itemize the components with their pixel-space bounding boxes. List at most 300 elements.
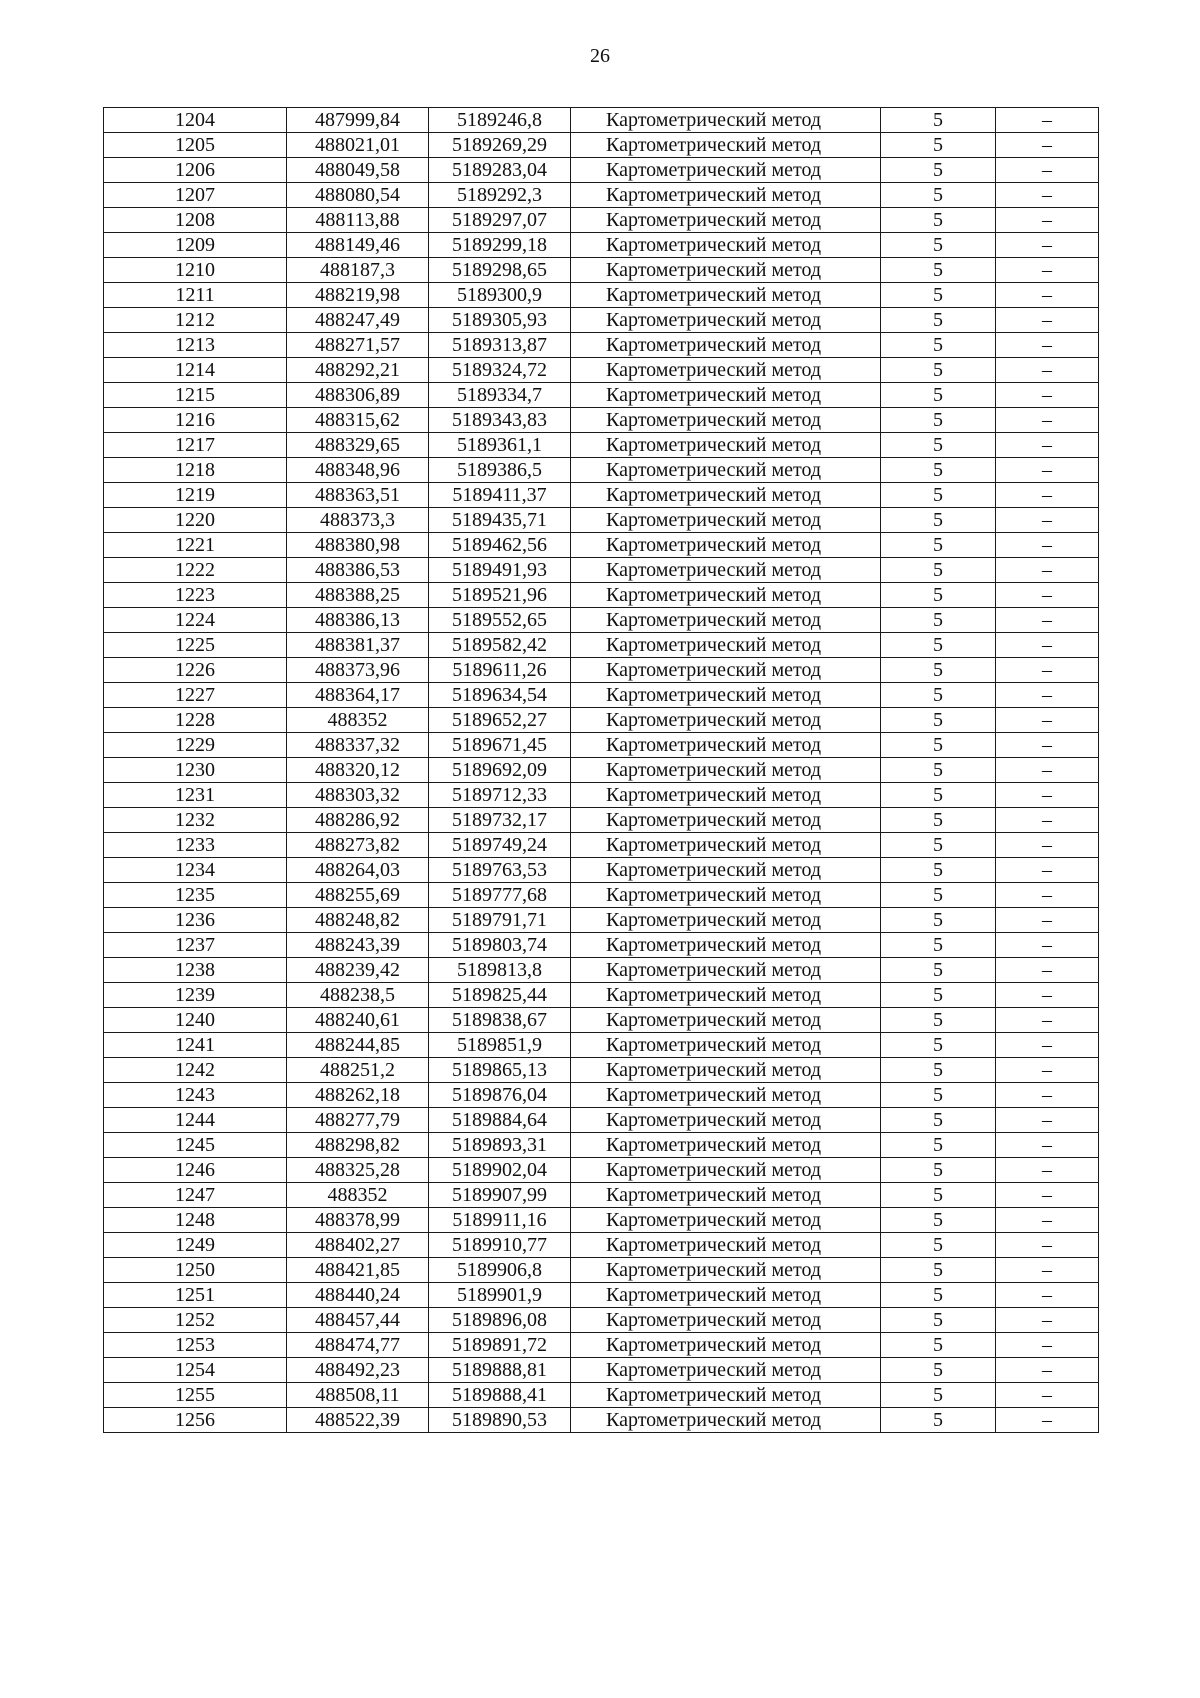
note-cell: – bbox=[996, 1383, 1099, 1408]
table-row bbox=[104, 308, 1099, 333]
point-number-cell: 1234 bbox=[104, 858, 287, 883]
table-row bbox=[104, 708, 1099, 733]
table-row bbox=[104, 1008, 1099, 1033]
point-number-cell: 1249 bbox=[104, 1233, 287, 1258]
y-coordinate-cell: 5189552,65 bbox=[429, 608, 571, 633]
y-coordinate-cell: 5189732,17 bbox=[429, 808, 571, 833]
y-coordinate-cell: 5189300,9 bbox=[429, 283, 571, 308]
table-row bbox=[104, 933, 1099, 958]
x-coordinate-cell: 488248,82 bbox=[287, 908, 429, 933]
note-cell: – bbox=[996, 683, 1099, 708]
table-row bbox=[104, 1058, 1099, 1083]
accuracy-cell: 5 bbox=[881, 158, 996, 183]
coordinates-table bbox=[103, 107, 1099, 1433]
method-cell: Картометрический метод bbox=[571, 1158, 881, 1183]
note-cell: – bbox=[996, 383, 1099, 408]
y-coordinate-cell: 5189246,8 bbox=[429, 108, 571, 133]
point-number-cell: 1210 bbox=[104, 258, 287, 283]
note-cell: – bbox=[996, 883, 1099, 908]
table-row bbox=[104, 133, 1099, 158]
note-cell: – bbox=[996, 483, 1099, 508]
accuracy-cell: 5 bbox=[881, 458, 996, 483]
point-number-cell: 1230 bbox=[104, 758, 287, 783]
point-number-cell: 1246 bbox=[104, 1158, 287, 1183]
table-row bbox=[104, 558, 1099, 583]
point-number-cell: 1211 bbox=[104, 283, 287, 308]
point-number-cell: 1215 bbox=[104, 383, 287, 408]
method-cell: Картометрический метод bbox=[571, 483, 881, 508]
point-number-cell: 1219 bbox=[104, 483, 287, 508]
table-row bbox=[104, 883, 1099, 908]
y-coordinate-cell: 5189283,04 bbox=[429, 158, 571, 183]
point-number-cell: 1233 bbox=[104, 833, 287, 858]
x-coordinate-cell: 488247,49 bbox=[287, 308, 429, 333]
accuracy-cell: 5 bbox=[881, 283, 996, 308]
note-cell: – bbox=[996, 183, 1099, 208]
table-row bbox=[104, 1208, 1099, 1233]
method-cell: Картометрический метод bbox=[571, 1333, 881, 1358]
point-number-cell: 1252 bbox=[104, 1308, 287, 1333]
method-cell: Картометрический метод bbox=[571, 183, 881, 208]
note-cell: – bbox=[996, 433, 1099, 458]
y-coordinate-cell: 5189386,5 bbox=[429, 458, 571, 483]
y-coordinate-cell: 5189671,45 bbox=[429, 733, 571, 758]
method-cell: Картометрический метод bbox=[571, 833, 881, 858]
accuracy-cell: 5 bbox=[881, 583, 996, 608]
table-row bbox=[104, 283, 1099, 308]
table-row bbox=[104, 1358, 1099, 1383]
accuracy-cell: 5 bbox=[881, 933, 996, 958]
table-row bbox=[104, 833, 1099, 858]
point-number-cell: 1223 bbox=[104, 583, 287, 608]
table-row bbox=[104, 383, 1099, 408]
table-row bbox=[104, 1108, 1099, 1133]
table-row bbox=[104, 758, 1099, 783]
accuracy-cell: 5 bbox=[881, 258, 996, 283]
x-coordinate-cell: 488049,58 bbox=[287, 158, 429, 183]
accuracy-cell: 5 bbox=[881, 483, 996, 508]
x-coordinate-cell: 488080,54 bbox=[287, 183, 429, 208]
x-coordinate-cell: 488292,21 bbox=[287, 358, 429, 383]
y-coordinate-cell: 5189462,56 bbox=[429, 533, 571, 558]
method-cell: Картометрический метод bbox=[571, 408, 881, 433]
method-cell: Картометрический метод bbox=[571, 1408, 881, 1433]
note-cell: – bbox=[996, 308, 1099, 333]
table-row bbox=[104, 783, 1099, 808]
x-coordinate-cell: 488457,44 bbox=[287, 1308, 429, 1333]
method-cell: Картометрический метод bbox=[571, 458, 881, 483]
accuracy-cell: 5 bbox=[881, 508, 996, 533]
table-row bbox=[104, 333, 1099, 358]
accuracy-cell: 5 bbox=[881, 308, 996, 333]
accuracy-cell: 5 bbox=[881, 383, 996, 408]
accuracy-cell: 5 bbox=[881, 1383, 996, 1408]
y-coordinate-cell: 5189343,83 bbox=[429, 408, 571, 433]
method-cell: Картометрический метод bbox=[571, 658, 881, 683]
x-coordinate-cell: 488440,24 bbox=[287, 1283, 429, 1308]
method-cell: Картометрический метод bbox=[571, 358, 881, 383]
x-coordinate-cell: 488251,2 bbox=[287, 1058, 429, 1083]
x-coordinate-cell: 488264,03 bbox=[287, 858, 429, 883]
x-coordinate-cell: 488364,17 bbox=[287, 683, 429, 708]
x-coordinate-cell: 488363,51 bbox=[287, 483, 429, 508]
y-coordinate-cell: 5189838,67 bbox=[429, 1008, 571, 1033]
method-cell: Картометрический метод bbox=[571, 1383, 881, 1408]
x-coordinate-cell: 488373,3 bbox=[287, 508, 429, 533]
note-cell: – bbox=[996, 1008, 1099, 1033]
y-coordinate-cell: 5189888,41 bbox=[429, 1383, 571, 1408]
method-cell: Картометрический метод bbox=[571, 158, 881, 183]
point-number-cell: 1256 bbox=[104, 1408, 287, 1433]
table-row bbox=[104, 483, 1099, 508]
x-coordinate-cell: 488219,98 bbox=[287, 283, 429, 308]
table-row bbox=[104, 1283, 1099, 1308]
note-cell: – bbox=[996, 1108, 1099, 1133]
point-number-cell: 1229 bbox=[104, 733, 287, 758]
y-coordinate-cell: 5189891,72 bbox=[429, 1333, 571, 1358]
note-cell: – bbox=[996, 783, 1099, 808]
point-number-cell: 1237 bbox=[104, 933, 287, 958]
accuracy-cell: 5 bbox=[881, 1258, 996, 1283]
method-cell: Картометрический метод bbox=[571, 708, 881, 733]
point-number-cell: 1227 bbox=[104, 683, 287, 708]
y-coordinate-cell: 5189313,87 bbox=[429, 333, 571, 358]
point-number-cell: 1213 bbox=[104, 333, 287, 358]
method-cell: Картометрический метод bbox=[571, 608, 881, 633]
point-number-cell: 1247 bbox=[104, 1183, 287, 1208]
y-coordinate-cell: 5189884,64 bbox=[429, 1108, 571, 1133]
note-cell: – bbox=[996, 1083, 1099, 1108]
note-cell: – bbox=[996, 1183, 1099, 1208]
table-row bbox=[104, 808, 1099, 833]
method-cell: Картометрический метод bbox=[571, 1233, 881, 1258]
note-cell: – bbox=[996, 1308, 1099, 1333]
table-row bbox=[104, 233, 1099, 258]
method-cell: Картометрический метод bbox=[571, 383, 881, 408]
y-coordinate-cell: 5189910,77 bbox=[429, 1233, 571, 1258]
method-cell: Картометрический метод bbox=[571, 308, 881, 333]
point-number-cell: 1232 bbox=[104, 808, 287, 833]
x-coordinate-cell: 488421,85 bbox=[287, 1258, 429, 1283]
table-row bbox=[104, 208, 1099, 233]
x-coordinate-cell: 488277,79 bbox=[287, 1108, 429, 1133]
y-coordinate-cell: 5189876,04 bbox=[429, 1083, 571, 1108]
table-row bbox=[104, 683, 1099, 708]
point-number-cell: 1221 bbox=[104, 533, 287, 558]
point-number-cell: 1250 bbox=[104, 1258, 287, 1283]
point-number-cell: 1222 bbox=[104, 558, 287, 583]
note-cell: – bbox=[996, 983, 1099, 1008]
table-row bbox=[104, 658, 1099, 683]
x-coordinate-cell: 488348,96 bbox=[287, 458, 429, 483]
note-cell: – bbox=[996, 208, 1099, 233]
table-row bbox=[104, 983, 1099, 1008]
table-row bbox=[104, 733, 1099, 758]
point-number-cell: 1212 bbox=[104, 308, 287, 333]
table-row bbox=[104, 258, 1099, 283]
method-cell: Картометрический метод bbox=[571, 283, 881, 308]
accuracy-cell: 5 bbox=[881, 1408, 996, 1433]
y-coordinate-cell: 5189297,07 bbox=[429, 208, 571, 233]
note-cell: – bbox=[996, 1033, 1099, 1058]
accuracy-cell: 5 bbox=[881, 108, 996, 133]
accuracy-cell: 5 bbox=[881, 183, 996, 208]
table-row bbox=[104, 433, 1099, 458]
x-coordinate-cell: 488262,18 bbox=[287, 1083, 429, 1108]
accuracy-cell: 5 bbox=[881, 858, 996, 883]
x-coordinate-cell: 488238,5 bbox=[287, 983, 429, 1008]
coordinates-table-body bbox=[104, 108, 1099, 1433]
y-coordinate-cell: 5189865,13 bbox=[429, 1058, 571, 1083]
accuracy-cell: 5 bbox=[881, 983, 996, 1008]
accuracy-cell: 5 bbox=[881, 1283, 996, 1308]
y-coordinate-cell: 5189901,9 bbox=[429, 1283, 571, 1308]
point-number-cell: 1218 bbox=[104, 458, 287, 483]
x-coordinate-cell: 488381,37 bbox=[287, 633, 429, 658]
table-row bbox=[104, 1408, 1099, 1433]
point-number-cell: 1224 bbox=[104, 608, 287, 633]
note-cell: – bbox=[996, 583, 1099, 608]
table-row bbox=[104, 508, 1099, 533]
note-cell: – bbox=[996, 1283, 1099, 1308]
point-number-cell: 1248 bbox=[104, 1208, 287, 1233]
point-number-cell: 1231 bbox=[104, 783, 287, 808]
method-cell: Картометрический метод bbox=[571, 1208, 881, 1233]
method-cell: Картометрический метод bbox=[571, 1258, 881, 1283]
accuracy-cell: 5 bbox=[881, 833, 996, 858]
accuracy-cell: 5 bbox=[881, 1083, 996, 1108]
note-cell: – bbox=[996, 933, 1099, 958]
x-coordinate-cell: 487999,84 bbox=[287, 108, 429, 133]
table-row bbox=[104, 633, 1099, 658]
x-coordinate-cell: 488240,61 bbox=[287, 1008, 429, 1033]
accuracy-cell: 5 bbox=[881, 708, 996, 733]
note-cell: – bbox=[996, 508, 1099, 533]
method-cell: Картометрический метод bbox=[571, 1358, 881, 1383]
method-cell: Картометрический метод bbox=[571, 508, 881, 533]
y-coordinate-cell: 5189749,24 bbox=[429, 833, 571, 858]
table-row bbox=[104, 408, 1099, 433]
point-number-cell: 1242 bbox=[104, 1058, 287, 1083]
x-coordinate-cell: 488386,13 bbox=[287, 608, 429, 633]
note-cell: – bbox=[996, 283, 1099, 308]
point-number-cell: 1205 bbox=[104, 133, 287, 158]
point-number-cell: 1253 bbox=[104, 1333, 287, 1358]
note-cell: – bbox=[996, 1133, 1099, 1158]
y-coordinate-cell: 5189791,71 bbox=[429, 908, 571, 933]
y-coordinate-cell: 5189813,8 bbox=[429, 958, 571, 983]
note-cell: – bbox=[996, 1158, 1099, 1183]
method-cell: Картометрический метод bbox=[571, 1283, 881, 1308]
y-coordinate-cell: 5189521,96 bbox=[429, 583, 571, 608]
method-cell: Картометрический метод bbox=[571, 1308, 881, 1333]
point-number-cell: 1244 bbox=[104, 1108, 287, 1133]
note-cell: – bbox=[996, 533, 1099, 558]
x-coordinate-cell: 488286,92 bbox=[287, 808, 429, 833]
table-row bbox=[104, 1233, 1099, 1258]
table-row bbox=[104, 858, 1099, 883]
x-coordinate-cell: 488380,98 bbox=[287, 533, 429, 558]
y-coordinate-cell: 5189825,44 bbox=[429, 983, 571, 1008]
x-coordinate-cell: 488113,88 bbox=[287, 208, 429, 233]
method-cell: Картометрический метод bbox=[571, 108, 881, 133]
note-cell: – bbox=[996, 608, 1099, 633]
note-cell: – bbox=[996, 408, 1099, 433]
x-coordinate-cell: 488402,27 bbox=[287, 1233, 429, 1258]
accuracy-cell: 5 bbox=[881, 883, 996, 908]
note-cell: – bbox=[996, 158, 1099, 183]
y-coordinate-cell: 5189334,7 bbox=[429, 383, 571, 408]
x-coordinate-cell: 488474,77 bbox=[287, 1333, 429, 1358]
accuracy-cell: 5 bbox=[881, 683, 996, 708]
accuracy-cell: 5 bbox=[881, 133, 996, 158]
y-coordinate-cell: 5189777,68 bbox=[429, 883, 571, 908]
note-cell: – bbox=[996, 1333, 1099, 1358]
accuracy-cell: 5 bbox=[881, 758, 996, 783]
note-cell: – bbox=[996, 1058, 1099, 1083]
table-row bbox=[104, 583, 1099, 608]
accuracy-cell: 5 bbox=[881, 358, 996, 383]
table-row bbox=[104, 1308, 1099, 1333]
y-coordinate-cell: 5189491,93 bbox=[429, 558, 571, 583]
y-coordinate-cell: 5189299,18 bbox=[429, 233, 571, 258]
x-coordinate-cell: 488255,69 bbox=[287, 883, 429, 908]
accuracy-cell: 5 bbox=[881, 558, 996, 583]
method-cell: Картометрический метод bbox=[571, 758, 881, 783]
y-coordinate-cell: 5189888,81 bbox=[429, 1358, 571, 1383]
table-row bbox=[104, 608, 1099, 633]
table-row bbox=[104, 108, 1099, 133]
y-coordinate-cell: 5189890,53 bbox=[429, 1408, 571, 1433]
note-cell: – bbox=[996, 1408, 1099, 1433]
x-coordinate-cell: 488303,32 bbox=[287, 783, 429, 808]
method-cell: Картометрический метод bbox=[571, 783, 881, 808]
point-number-cell: 1235 bbox=[104, 883, 287, 908]
table-row bbox=[104, 1258, 1099, 1283]
note-cell: – bbox=[996, 258, 1099, 283]
method-cell: Картометрический метод bbox=[571, 233, 881, 258]
accuracy-cell: 5 bbox=[881, 633, 996, 658]
point-number-cell: 1226 bbox=[104, 658, 287, 683]
method-cell: Картометрический метод bbox=[571, 683, 881, 708]
y-coordinate-cell: 5189435,71 bbox=[429, 508, 571, 533]
note-cell: – bbox=[996, 233, 1099, 258]
y-coordinate-cell: 5189803,74 bbox=[429, 933, 571, 958]
point-number-cell: 1238 bbox=[104, 958, 287, 983]
method-cell: Картометрический метод bbox=[571, 1008, 881, 1033]
accuracy-cell: 5 bbox=[881, 783, 996, 808]
point-number-cell: 1245 bbox=[104, 1133, 287, 1158]
page-number: 26 bbox=[590, 45, 610, 67]
point-number-cell: 1228 bbox=[104, 708, 287, 733]
method-cell: Картометрический метод bbox=[571, 883, 881, 908]
table-row bbox=[104, 458, 1099, 483]
accuracy-cell: 5 bbox=[881, 1108, 996, 1133]
x-coordinate-cell: 488271,57 bbox=[287, 333, 429, 358]
note-cell: – bbox=[996, 1258, 1099, 1283]
table-row bbox=[104, 958, 1099, 983]
y-coordinate-cell: 5189907,99 bbox=[429, 1183, 571, 1208]
point-number-cell: 1241 bbox=[104, 1033, 287, 1058]
accuracy-cell: 5 bbox=[881, 233, 996, 258]
x-coordinate-cell: 488329,65 bbox=[287, 433, 429, 458]
note-cell: – bbox=[996, 108, 1099, 133]
y-coordinate-cell: 5189269,29 bbox=[429, 133, 571, 158]
method-cell: Картометрический метод bbox=[571, 858, 881, 883]
table-row bbox=[104, 1158, 1099, 1183]
y-coordinate-cell: 5189292,3 bbox=[429, 183, 571, 208]
x-coordinate-cell: 488244,85 bbox=[287, 1033, 429, 1058]
y-coordinate-cell: 5189893,31 bbox=[429, 1133, 571, 1158]
accuracy-cell: 5 bbox=[881, 958, 996, 983]
table-row bbox=[104, 1133, 1099, 1158]
y-coordinate-cell: 5189298,65 bbox=[429, 258, 571, 283]
note-cell: – bbox=[996, 733, 1099, 758]
y-coordinate-cell: 5189361,1 bbox=[429, 433, 571, 458]
accuracy-cell: 5 bbox=[881, 1008, 996, 1033]
x-coordinate-cell: 488021,01 bbox=[287, 133, 429, 158]
y-coordinate-cell: 5189634,54 bbox=[429, 683, 571, 708]
note-cell: – bbox=[996, 658, 1099, 683]
table-row bbox=[104, 908, 1099, 933]
note-cell: – bbox=[996, 633, 1099, 658]
x-coordinate-cell: 488337,32 bbox=[287, 733, 429, 758]
note-cell: – bbox=[996, 708, 1099, 733]
x-coordinate-cell: 488149,46 bbox=[287, 233, 429, 258]
note-cell: – bbox=[996, 1208, 1099, 1233]
method-cell: Картометрический метод bbox=[571, 533, 881, 558]
x-coordinate-cell: 488243,39 bbox=[287, 933, 429, 958]
method-cell: Картометрический метод bbox=[571, 133, 881, 158]
accuracy-cell: 5 bbox=[881, 1333, 996, 1358]
y-coordinate-cell: 5189411,37 bbox=[429, 483, 571, 508]
point-number-cell: 1209 bbox=[104, 233, 287, 258]
method-cell: Картометрический метод bbox=[571, 1033, 881, 1058]
point-number-cell: 1240 bbox=[104, 1008, 287, 1033]
y-coordinate-cell: 5189896,08 bbox=[429, 1308, 571, 1333]
y-coordinate-cell: 5189611,26 bbox=[429, 658, 571, 683]
method-cell: Картометрический метод bbox=[571, 633, 881, 658]
point-number-cell: 1255 bbox=[104, 1383, 287, 1408]
note-cell: – bbox=[996, 1358, 1099, 1383]
table-row bbox=[104, 358, 1099, 383]
accuracy-cell: 5 bbox=[881, 908, 996, 933]
x-coordinate-cell: 488325,28 bbox=[287, 1158, 429, 1183]
table-row bbox=[104, 1033, 1099, 1058]
method-cell: Картометрический метод bbox=[571, 1108, 881, 1133]
point-number-cell: 1206 bbox=[104, 158, 287, 183]
accuracy-cell: 5 bbox=[881, 608, 996, 633]
note-cell: – bbox=[996, 958, 1099, 983]
point-number-cell: 1243 bbox=[104, 1083, 287, 1108]
note-cell: – bbox=[996, 133, 1099, 158]
x-coordinate-cell: 488373,96 bbox=[287, 658, 429, 683]
table-row bbox=[104, 158, 1099, 183]
accuracy-cell: 5 bbox=[881, 208, 996, 233]
accuracy-cell: 5 bbox=[881, 808, 996, 833]
point-number-cell: 1239 bbox=[104, 983, 287, 1008]
method-cell: Картометрический метод bbox=[571, 433, 881, 458]
accuracy-cell: 5 bbox=[881, 1308, 996, 1333]
point-number-cell: 1254 bbox=[104, 1358, 287, 1383]
x-coordinate-cell: 488187,3 bbox=[287, 258, 429, 283]
note-cell: – bbox=[996, 858, 1099, 883]
x-coordinate-cell: 488386,53 bbox=[287, 558, 429, 583]
method-cell: Картометрический метод bbox=[571, 258, 881, 283]
x-coordinate-cell: 488522,39 bbox=[287, 1408, 429, 1433]
x-coordinate-cell: 488352 bbox=[287, 1183, 429, 1208]
x-coordinate-cell: 488388,25 bbox=[287, 583, 429, 608]
